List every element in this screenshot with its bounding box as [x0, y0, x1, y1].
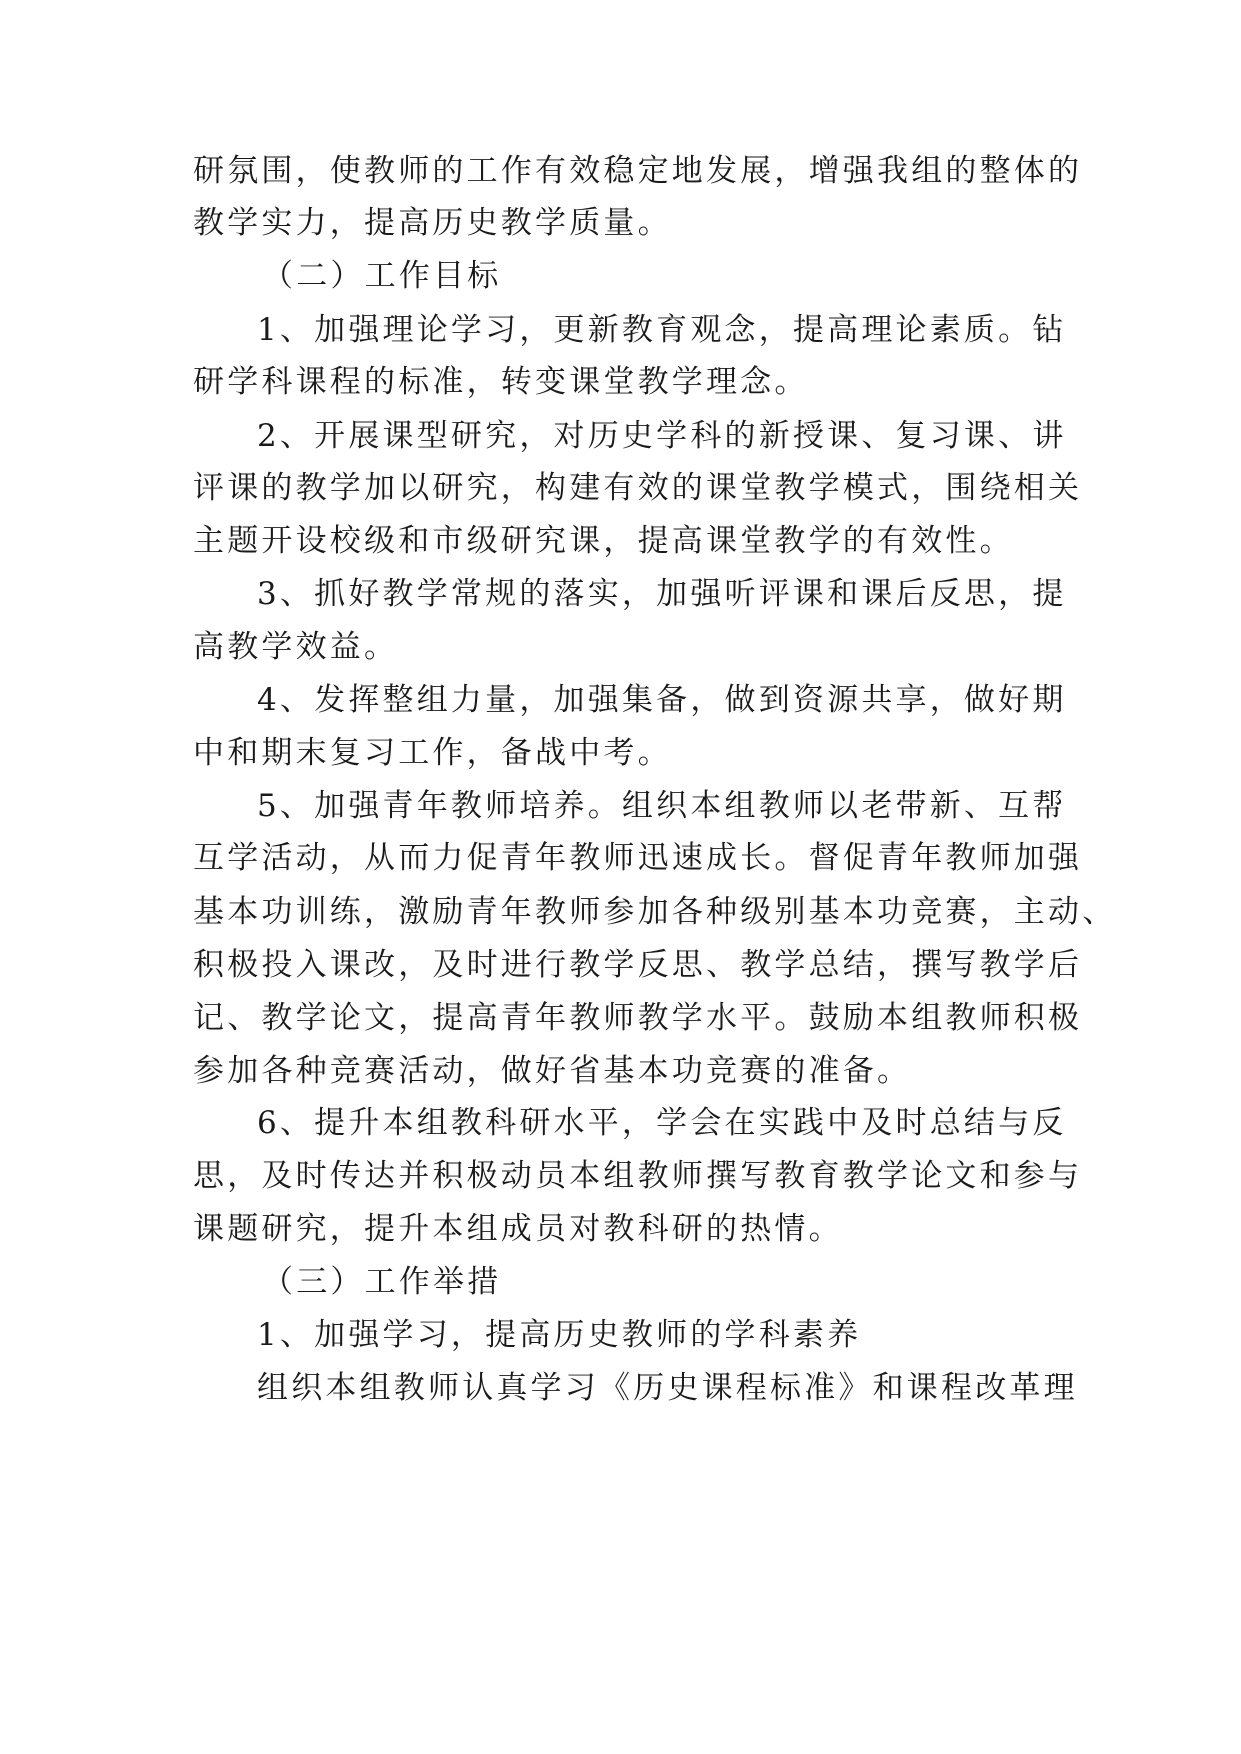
- text-line: 6、提升本组教科研水平，学会在实践中及时总结与反: [257, 1105, 1067, 1141]
- text-line: 组织本组教师认真学习《历史课程标准》和课程改革理: [257, 1370, 1078, 1406]
- text-line: 主题开设校级和市级研究课，提高课堂教学的有效性。: [193, 523, 1014, 559]
- text-line: 教学实力，提高历史教学质量。: [193, 205, 672, 241]
- text-line: 基本功训练，激励青年教师参加各种级别基本功竞赛，主动、: [193, 894, 1117, 930]
- section-heading: （二）工作目标: [262, 258, 502, 294]
- text-line: 2、开展课型研究，对历史学科的新授课、复习课、讲: [257, 418, 1067, 454]
- text-line: 1、加强理论学习，更新教育观念，提高理论素质。钻: [257, 312, 1067, 348]
- text-line: 评课的教学加以研究，构建有效的课堂教学模式，围绕相关: [193, 470, 1083, 506]
- text-line: 互学活动，从而力促青年教师迅速成长。督促青年教师加强: [193, 840, 1083, 876]
- text-line: 中和期末复习工作，备战中考。: [193, 735, 672, 771]
- text-line: 记、教学论文，提高青年教师教学水平。鼓励本组教师积极: [193, 1000, 1083, 1036]
- text-line: 研氛围，使教师的工作有效稳定地发展，增强我组的整体的: [193, 153, 1083, 189]
- text-line: 参加各种竞赛活动，做好省基本功竞赛的准备。: [193, 1053, 912, 1089]
- text-line: 3、抓好教学常规的落实，加强听评课和课后反思，提: [257, 576, 1067, 612]
- subsection-heading: 1、加强学习，提高历史教师的学科素养: [257, 1317, 862, 1353]
- text-line: 研学科课程的标准，转变课堂教学理念。: [193, 364, 809, 400]
- text-line: 思，及时传达并积极动员本组教师撰写教育教学论文和参与: [193, 1158, 1083, 1194]
- section-heading: （三）工作举措: [262, 1264, 502, 1300]
- text-line: 5、加强青年教师培养。组织本组教师以老带新、互帮: [257, 788, 1067, 824]
- text-line: 4、发挥整组力量，加强集备，做到资源共享，做好期: [257, 682, 1067, 718]
- text-line: 积极投入课改，及时进行教学反思、教学总结，撰写教学后: [193, 947, 1083, 983]
- text-line: 高教学效益。: [193, 629, 399, 665]
- text-line: 课题研究，提升本组成员对教科研的热情。: [193, 1211, 843, 1247]
